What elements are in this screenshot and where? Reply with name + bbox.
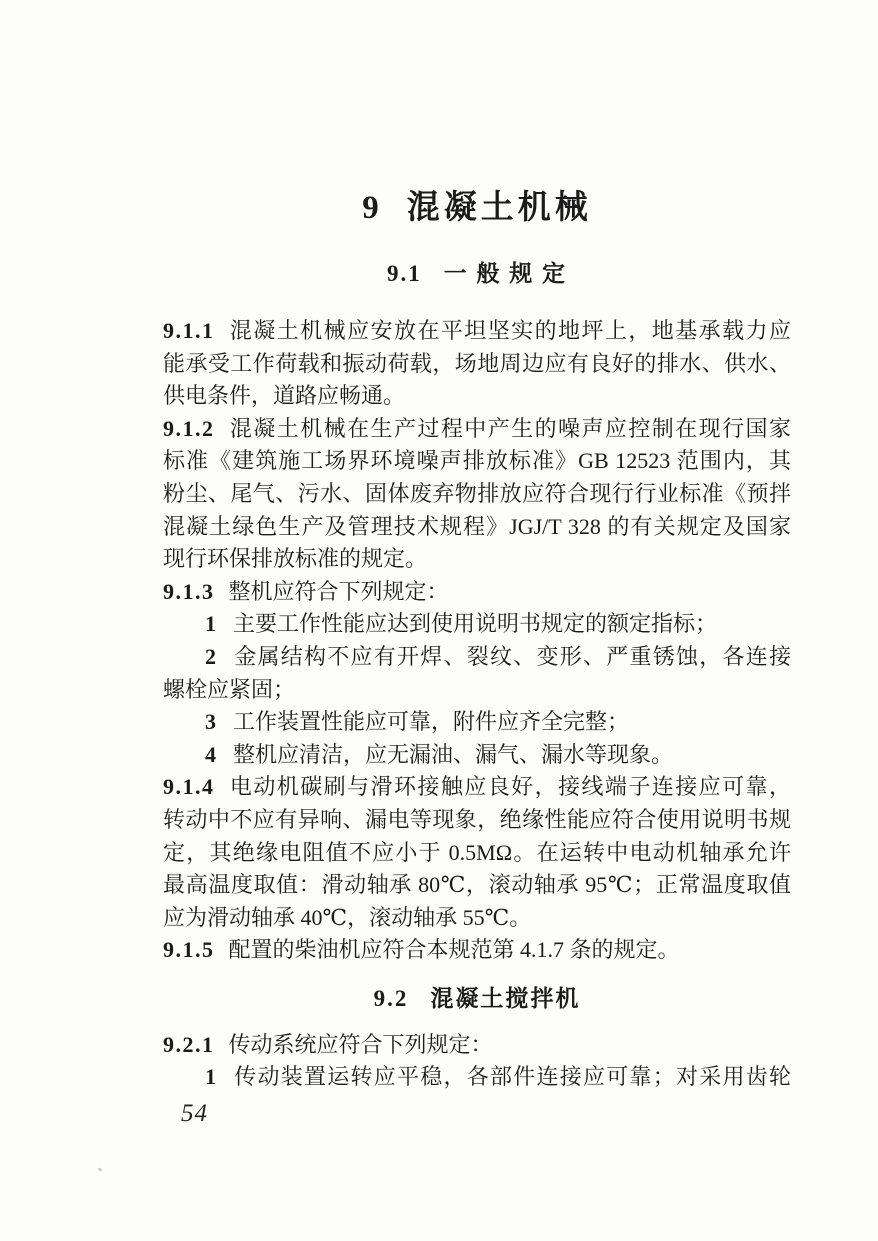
- clause-text: 能承受工作荷载和振动荷载，场地周边应有良好的排水、供水、: [163, 350, 791, 376]
- clause-line: [163, 902, 791, 935]
- item-number: 3: [205, 709, 216, 735]
- item-number: 1: [205, 611, 216, 637]
- section-title: 混凝土搅拌机: [430, 985, 581, 1011]
- clause-line: [205, 739, 791, 772]
- clause-number: 9.1.2: [163, 415, 215, 441]
- page-number: 54: [181, 1100, 208, 1127]
- clause-text: 定，其绝缘电阻值不应小于 0.5MΩ。在运转中电动机轴承允许: [163, 839, 791, 865]
- clause-text: 螺栓应紧固；: [163, 676, 296, 702]
- chapter-title: [163, 185, 791, 231]
- section-heading: [163, 982, 791, 1015]
- clause-line: [163, 413, 791, 446]
- clause-line: [163, 478, 791, 511]
- clause-line: [163, 576, 791, 609]
- clause-line: [163, 445, 791, 478]
- clause-text: 整机应清洁，应无漏油、漏气、漏水等现象。: [233, 741, 674, 767]
- clause-number: 9.1.5: [163, 937, 215, 963]
- clause-text: 混凝土绿色生产及管理技术规程》JGJ/T 328 的有关规定及国家: [163, 513, 791, 539]
- section-title: 一 般 规 定: [443, 261, 567, 286]
- clause-line: [163, 543, 791, 576]
- section-number: 9.1: [387, 261, 422, 286]
- clause-number: 9.2.1: [163, 1031, 215, 1057]
- clause-text: 电动机碳刷与滑环接触应良好，接线端子连接应可靠，: [228, 774, 791, 800]
- clause-text: 金属结构不应有开焊、裂纹、变形、严重锈蚀，各连接: [233, 643, 791, 669]
- clause-line: [205, 706, 791, 739]
- clause-text: 工作装置性能应可靠，附件应齐全完整；: [233, 709, 630, 735]
- clause-text: 混凝土机械在生产过程中产生的噪声应控制在现行国家: [228, 415, 791, 441]
- section-heading: [163, 257, 791, 290]
- clause-text: 配置的柴油机应符合本规范第 4.1.7 条的规定。: [228, 937, 680, 963]
- clause-line: [205, 1061, 791, 1094]
- clause-line: [205, 641, 791, 674]
- clause-text: 整机应符合下列规定：: [228, 578, 449, 604]
- clause-line: [163, 771, 791, 804]
- item-number: 4: [205, 741, 216, 767]
- clause-text: 传动系统应符合下列规定：: [228, 1031, 493, 1057]
- chapter-title-text: 混凝土机械: [406, 190, 592, 226]
- clause-line: [163, 511, 791, 544]
- clause-number: 9.1.3: [163, 578, 215, 604]
- clause-number: 9.1.4: [163, 774, 215, 800]
- clause-line: [163, 804, 791, 837]
- clause-line: [163, 380, 791, 413]
- clause-text: 现行环保排放标准的规定。: [163, 546, 428, 572]
- clause-number: 9.1.1: [163, 318, 215, 343]
- clause-line: [163, 837, 791, 870]
- clause-text: 粉尘、尾气、污水、固体废弃物排放应符合现行行业标准《预拌: [163, 480, 791, 506]
- document-body: [0, 257, 878, 1094]
- clause-line: [163, 674, 791, 707]
- clause-line: [163, 869, 791, 902]
- scan-artifact: [98, 1167, 103, 1172]
- clause-text: 标准《建筑施工场界环境噪声排放标准》GB 12523 范围内，其: [163, 448, 791, 474]
- clause-line: [163, 934, 791, 967]
- item-number: 2: [205, 643, 216, 669]
- clause-text: 传动装置运转应平稳，各部件连接应可靠；对采用齿轮: [233, 1064, 791, 1090]
- chapter-number: 9: [362, 190, 381, 226]
- item-number: 1: [205, 1064, 216, 1090]
- clause-text: 转动中不应有异响、漏电等现象，绝缘性能应符合使用说明书规: [163, 806, 791, 832]
- clause-line: [163, 315, 791, 348]
- clause-line: [163, 1029, 791, 1062]
- clause-text: 应为滑动轴承 40℃，滚动轴承 55℃。: [163, 904, 532, 930]
- clause-text: 供电条件，道路应畅通。: [163, 383, 406, 409]
- clause-text: 最高温度取值：滑动轴承 80℃，滚动轴承 95℃；正常温度取值: [163, 872, 791, 898]
- clause-line: [163, 348, 791, 381]
- clause-line: [205, 608, 791, 641]
- clause-text: 主要工作性能应达到使用说明书规定的额定指标；: [233, 611, 718, 637]
- clause-text: 混凝土机械应安放在平坦坚实的地坪上，地基承载力应: [228, 318, 791, 343]
- section-number: 9.2: [373, 985, 409, 1011]
